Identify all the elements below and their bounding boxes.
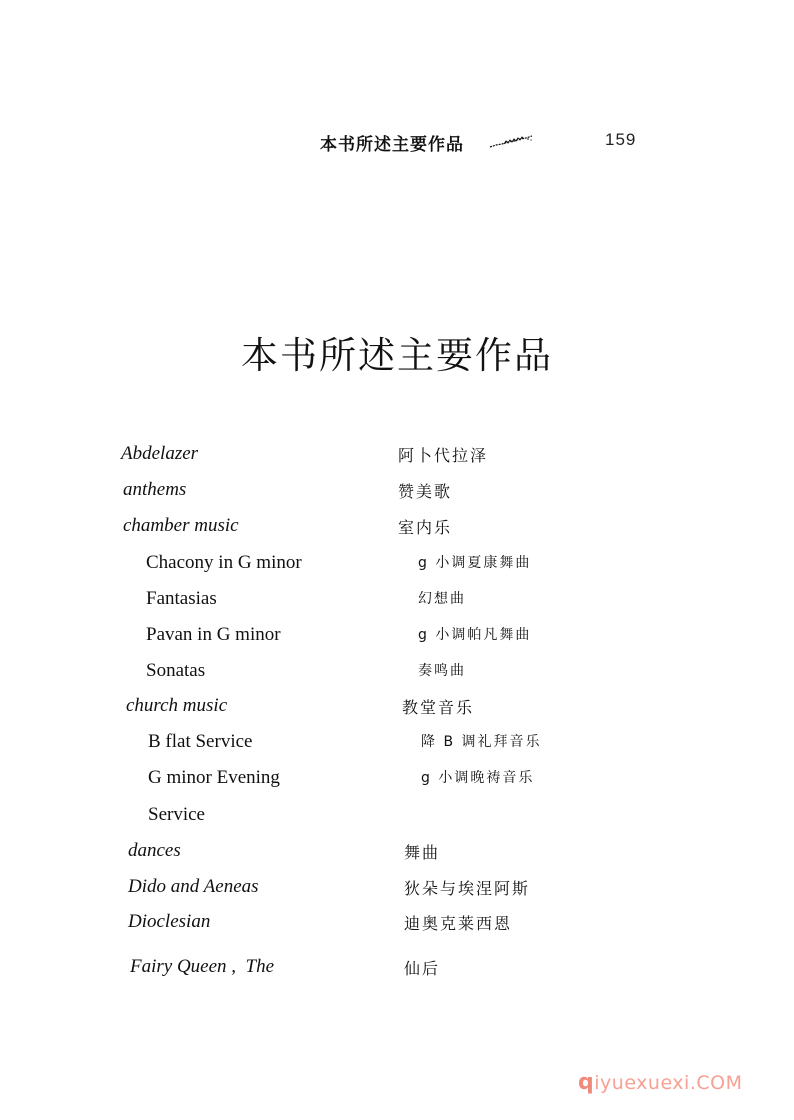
list-item [0,552,794,582]
entry-chinese: 狄朵与埃涅阿斯 [404,879,531,898]
watermark [578,1070,743,1095]
entry-chinese: 降 B 调礼拜音乐 [421,734,542,750]
list-item [0,840,794,870]
entry-english: Abdelazer [121,443,199,464]
entry-english: G minor Evening [148,767,280,788]
entry-english: Sonatas [146,660,206,681]
entry-chinese: g 小调帕凡舞曲 [418,627,532,643]
page-title: 本书所述主要作品 [241,333,553,377]
feather-ornament-icon [488,135,534,149]
entry-chinese: 阿卜代拉泽 [398,446,489,465]
running-title: 本书所述主要作品 [320,134,464,155]
list-item [0,624,794,654]
list-item [0,767,794,797]
entry-english: Fairy Queen , The [130,956,275,977]
entry-chinese: 教堂音乐 [402,698,475,717]
entry-chinese: g 小调晚祷音乐 [421,770,535,786]
list-item [0,479,794,509]
entry-english: Chacony in G minor [146,552,302,573]
entry-english: anthems [123,479,187,500]
entry-chinese: 室内乐 [398,518,453,537]
watermark-text: iyuexuexi.COM [594,1072,743,1094]
page-number: 159 [605,130,637,149]
entry-chinese: 舞曲 [404,843,441,862]
entry-english: Fantasias [146,588,217,609]
list-item [0,804,794,834]
list-item [0,695,794,725]
entry-english: church music [126,695,228,716]
list-item [0,660,794,690]
entry-english: Pavan in G minor [146,624,281,645]
entry-chinese: 仙后 [404,959,441,978]
entry-chinese: g 小调夏康舞曲 [418,555,532,571]
entry-chinese: 赞美歌 [398,482,453,501]
list-item [0,443,794,473]
entry-english: B flat Service [148,731,253,752]
entry-chinese: 幻想曲 [418,591,466,607]
list-item [0,731,794,761]
entry-english: Dioclesian [128,911,211,932]
entry-chinese: 奏鸣曲 [418,663,466,679]
entry-english: chamber music [123,515,239,536]
list-item [0,956,794,986]
entry-english: Dido and Aeneas [128,876,259,897]
list-item [0,911,794,941]
running-head [320,128,534,156]
list-item [0,588,794,618]
list-item [0,515,794,545]
list-item [0,876,794,906]
entry-english: Service [148,804,205,825]
watermark-logo-letter: q [578,1070,595,1095]
entry-english: dances [128,840,181,861]
entry-chinese: 迪奥克莱西恩 [404,914,513,933]
